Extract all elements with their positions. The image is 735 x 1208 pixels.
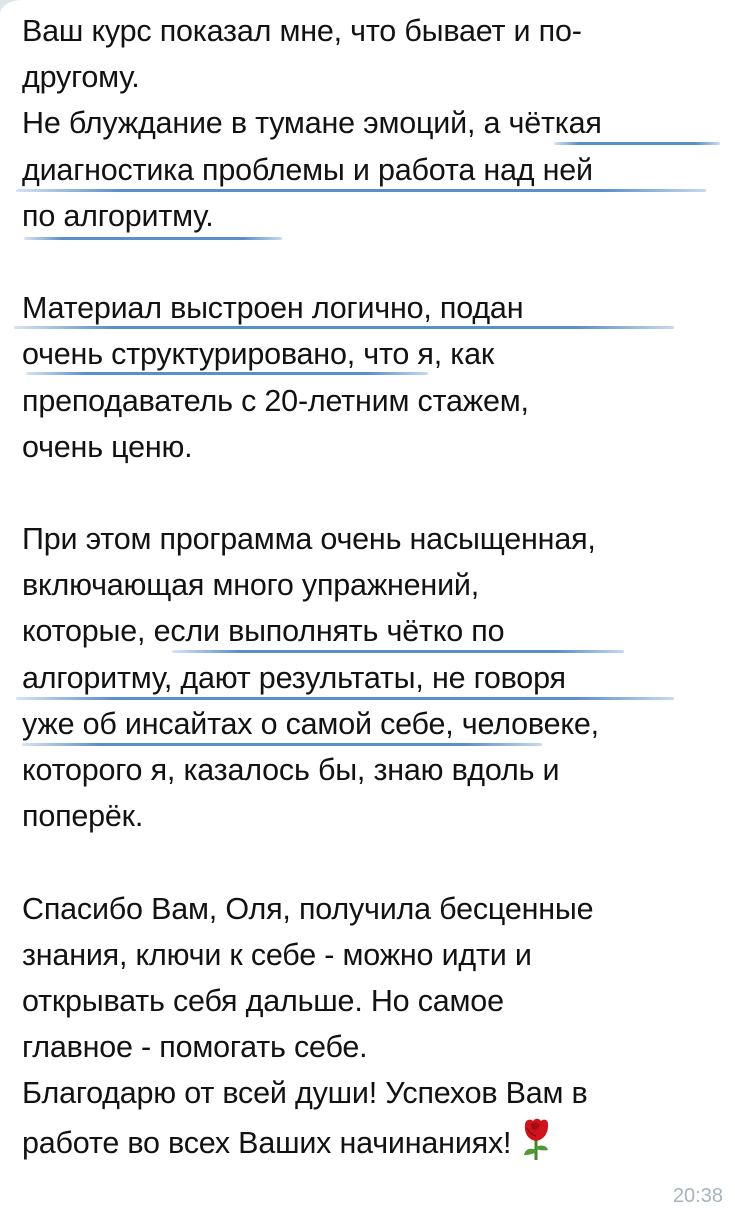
text-line: открывать себя дальше. Но самое <box>22 983 504 1018</box>
highlight-underline <box>26 372 428 375</box>
text-line: Спасибо Вам, Оля, получила бесценные <box>22 891 594 926</box>
highlight-underline <box>16 697 674 700</box>
text-line: которого я, казалось бы, знаю вдоль и <box>22 753 560 787</box>
text-line: Благодарю от всей души! Успехов Вам в <box>22 1076 588 1111</box>
text-line: очень структурировано, что я, как <box>22 331 722 377</box>
text-line: преподаватель с 20-летним стажем, <box>22 383 529 418</box>
text-line: поперёк. <box>22 799 144 834</box>
text-line: диагностика проблемы и работа над ней <box>22 147 722 193</box>
highlight-underline <box>16 189 706 192</box>
highlight-underline <box>24 237 282 240</box>
text-line: При этом программа очень насыщенная, <box>22 522 596 557</box>
text-line: работе во всех Ваших начинаниях! <box>22 1117 722 1163</box>
paragraph-gap <box>22 470 722 516</box>
message-text[interactable] <box>22 8 722 1163</box>
rose-icon <box>519 1117 553 1161</box>
text-line: знания, ключи к себе - можно идти и <box>22 937 532 972</box>
text-line: Не блуждание в тумане эмоций, а чёткая <box>22 100 722 146</box>
text-line: уже об инсайтах о самой себе, человеке, <box>22 701 722 747</box>
highlight-underline <box>172 650 624 653</box>
highlight-underline <box>22 743 542 746</box>
text-line: главное - помогать себе. <box>22 1030 368 1065</box>
text-line: Материал выстроен логично, подан <box>22 285 722 331</box>
message-timestamp: 20:38 <box>672 1185 723 1207</box>
highlight-underline <box>554 142 720 145</box>
text-line: по алгоритму. <box>22 193 722 239</box>
highlight-underline <box>14 326 674 329</box>
text-line: Ваш курс показал мне, что бывает и по- <box>22 14 582 48</box>
text-line: очень ценю. <box>22 429 193 464</box>
paragraph-gap <box>22 239 722 285</box>
paragraph-gap <box>22 839 722 885</box>
text-line: которые, если выполнять чётко по <box>22 608 722 654</box>
text-line: включающая много упражнений, <box>22 568 480 603</box>
text-line: алгоритму, дают результаты, не говоря <box>22 655 722 701</box>
text-line: другому. <box>22 60 140 95</box>
bubble-corner <box>0 0 22 14</box>
